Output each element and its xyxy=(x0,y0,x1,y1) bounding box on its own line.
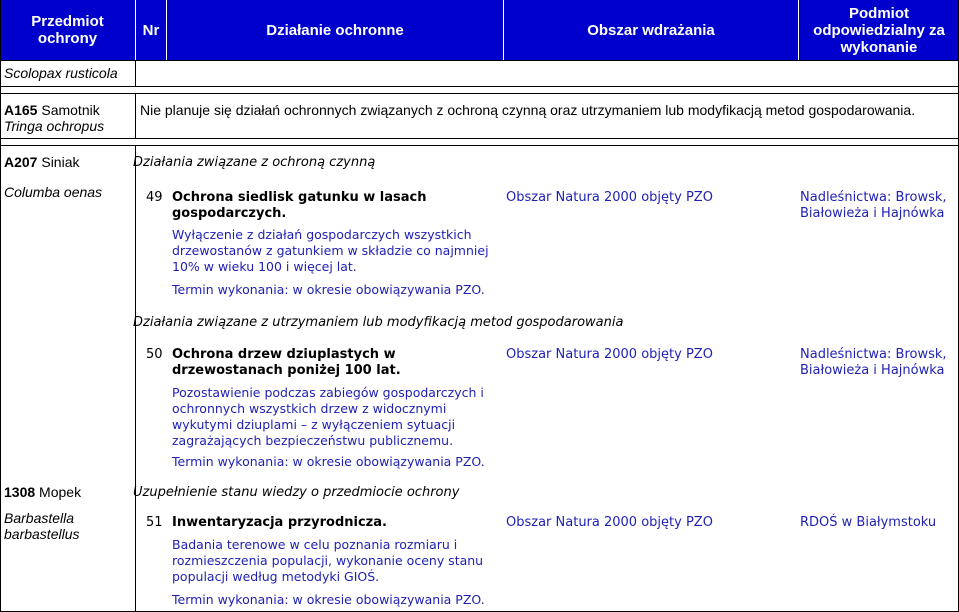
action-50-term: Termin wykonania: w okresie obowiązywania PZO. xyxy=(172,454,485,469)
a165-note: Nie planuje się działań ochronnych związanych z ochroną czynną oraz utrzymaniem lub modyfikacją metod gospodarowania. xyxy=(140,102,916,118)
species-a165-latin: Tringa ochropus xyxy=(4,118,105,134)
header-nr: Nr xyxy=(136,0,166,60)
species-a207-name: A207 Siniak xyxy=(4,154,80,170)
header-action: Działanie ochronne xyxy=(167,0,503,60)
header-area: Obszar wdrażania xyxy=(504,0,798,60)
section-active-protection: Działania związane z ochroną czynną xyxy=(133,155,376,170)
action-49-area: Obszar Natura 2000 objęty PZO xyxy=(506,190,713,205)
action-51-title: Inwentaryzacja przyrodnicza. xyxy=(172,515,387,530)
species-1308-latin: Barbastella barbastellus xyxy=(4,510,80,542)
action-50-responsible: Nadleśnictwa: Browsk, Białowieża i Hajnówka xyxy=(800,347,947,378)
action-51-nr: 51 xyxy=(146,515,163,530)
header-responsible: Podmiot odpowiedzialny za wykonanie xyxy=(799,0,959,60)
species-1308-name: 1308 Mopek xyxy=(4,484,82,500)
action-50-nr: 50 xyxy=(146,347,163,362)
action-51-responsible: RDOŚ w Białymstoku xyxy=(800,515,937,530)
action-51-term: Termin wykonania: w okresie obowiązywania PZO. xyxy=(172,592,485,607)
action-51-area: Obszar Natura 2000 objęty PZO xyxy=(506,515,713,530)
species-scolopax: Scolopax rusticola xyxy=(4,65,118,81)
action-49-nr: 49 xyxy=(146,190,163,205)
species-a165-name: A165 Samotnik xyxy=(4,102,100,118)
action-50-area: Obszar Natura 2000 objęty PZO xyxy=(506,347,713,362)
action-51-body: Badania terenowe w celu poznania rozmiaru i rozmieszczenia populacji, wykonanie oceny stanu populacji według metodyki GIOŚ. xyxy=(172,537,484,584)
section-knowledge: Uzupełnienie stanu wiedzy o przedmiocie ochrony xyxy=(133,485,460,500)
action-49-responsible: Nadleśnictwa: Browsk, Białowieża i Hajnówka xyxy=(800,190,947,221)
action-49-body: Wyłączenie z działań gospodarczych wszystkich drzewostanów z gatunkiem w składzie co najmniej 10% w wieku 100 i więcej lat. xyxy=(172,227,489,274)
header-subject: Przedmiot ochrony xyxy=(0,0,135,60)
action-49-title: Ochrona siedlisk gatunku w lasach gospodarczych. xyxy=(172,190,427,221)
species-a207-latin: Columba oenas xyxy=(4,184,103,200)
section-maintenance: Działania związane z utrzymaniem lub modyfikacją metod gospodarowania xyxy=(133,315,624,330)
action-50-title: Ochrona drzew dziuplastych w drzewostanach poniżej 100 lat. xyxy=(172,347,401,378)
action-50-body: Pozostawienie podczas zabiegów gospodarczych i ochronnych wszystkich drzew z widocznymi wykutymi dziuplami – z wyłączeniem sytuacji zagrażających bezpieczeństwu publicznemu. xyxy=(172,385,484,448)
action-49-term: Termin wykonania: w okresie obowiązywania PZO. xyxy=(172,282,485,297)
